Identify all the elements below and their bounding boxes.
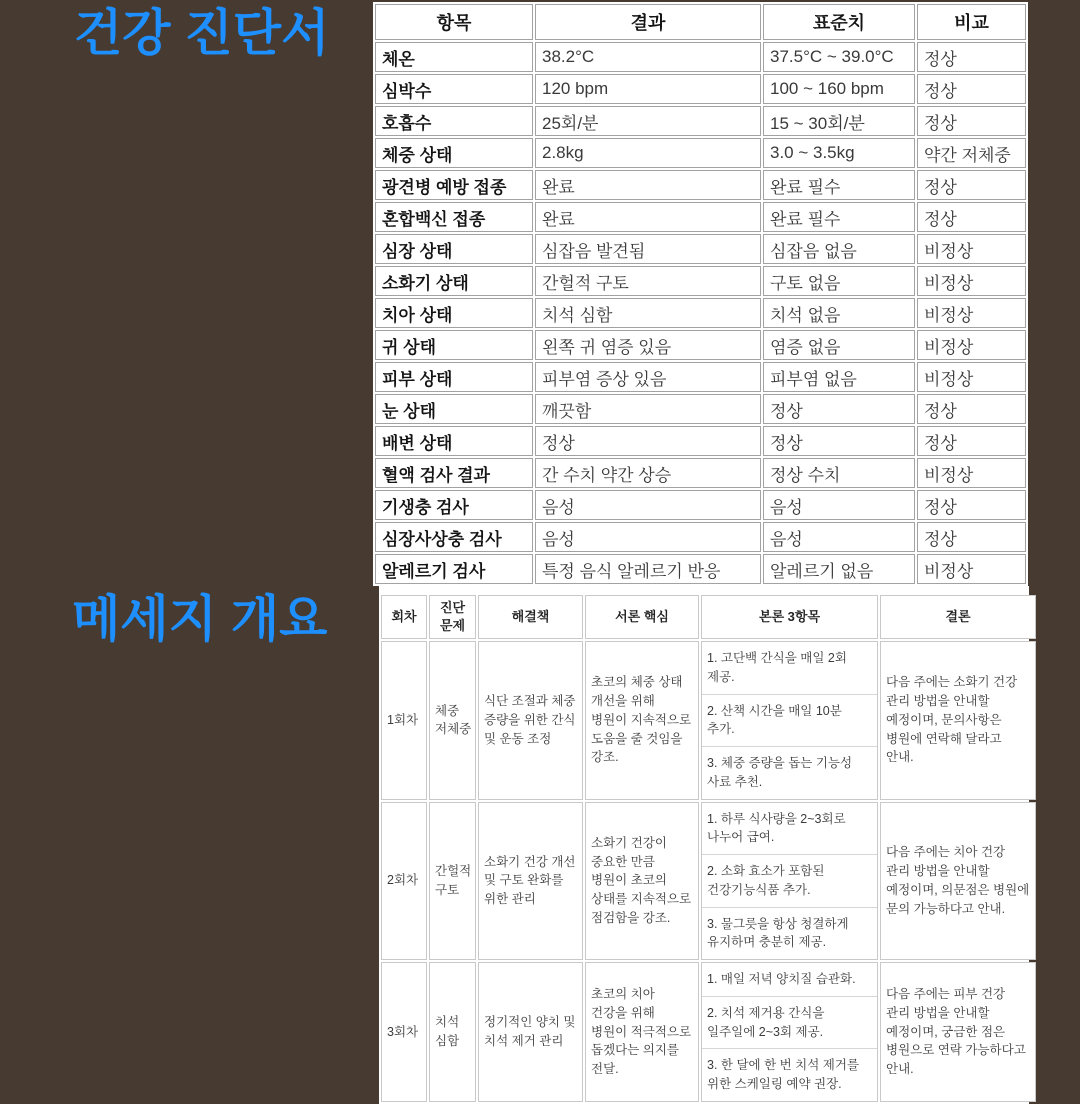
body-item: 2. 소화 효소가 포함된 건강기능식품 추가. — [702, 854, 877, 907]
msg-col-problem: 진단 문제 — [429, 595, 476, 639]
table-row — [375, 74, 1026, 104]
row-standard: 치석 없음 — [763, 298, 915, 328]
row-standard: 심잡음 없음 — [763, 234, 915, 264]
row-label: 귀 상태 — [375, 330, 533, 360]
row-compare: 비정상 — [917, 266, 1026, 296]
body-items-cell — [701, 962, 878, 1102]
message-row — [381, 641, 1036, 800]
row-result: 치석 심함 — [535, 298, 761, 328]
body-item: 1. 고단백 간식을 매일 2회 제공. — [707, 651, 847, 684]
row-result: 25회/분 — [535, 106, 761, 136]
row-result: 정상 — [535, 426, 761, 456]
body-item: 2. 치석 제거용 간식을 일주일에 2~3회 제공. — [702, 996, 877, 1049]
row-result: 완료 — [535, 170, 761, 200]
row-compare: 정상 — [917, 522, 1026, 552]
problem-cell: 체중 저체중 — [429, 641, 476, 800]
table-row — [375, 522, 1026, 552]
table-row — [375, 138, 1026, 168]
solution-cell: 정기적인 양치 및 치석 제거 관리 — [478, 962, 583, 1102]
row-standard: 정상 — [763, 394, 915, 424]
body-item: 1. 매일 저녁 양치질 습관화. — [707, 972, 856, 986]
row-standard: 정상 수치 — [763, 458, 915, 488]
body-items-cell — [701, 802, 878, 961]
row-label: 혼합백신 접종 — [375, 202, 533, 232]
row-compare: 비정상 — [917, 298, 1026, 328]
row-standard: 완료 필수 — [763, 170, 915, 200]
solution-cell: 소화기 건강 개선 및 구토 완화를 위한 관리 — [478, 802, 583, 961]
row-result: 2.8kg — [535, 138, 761, 168]
row-result: 음성 — [535, 522, 761, 552]
msg-col-solution: 해결책 — [478, 595, 583, 639]
row-result: 음성 — [535, 490, 761, 520]
msg-col-body: 본론 3항목 — [701, 595, 878, 639]
health-col-compare: 비교 — [917, 4, 1026, 40]
row-compare: 정상 — [917, 202, 1026, 232]
row-compare: 비정상 — [917, 234, 1026, 264]
row-label: 기생충 검사 — [375, 490, 533, 520]
row-compare: 비정상 — [917, 458, 1026, 488]
table-row — [375, 42, 1026, 72]
week-cell: 2회차 — [381, 802, 427, 961]
intro-cell: 소화기 건강이 중요한 만큼 병원이 초코의 상태를 지속적으로 점검함을 강조. — [585, 802, 699, 961]
health-col-item: 항목 — [375, 4, 533, 40]
health-col-standard: 표준치 — [763, 4, 915, 40]
problem-cell: 간헐적 구토 — [429, 802, 476, 961]
table-row — [375, 394, 1026, 424]
row-compare: 정상 — [917, 394, 1026, 424]
row-compare: 약간 저체중 — [917, 138, 1026, 168]
row-standard: 음성 — [763, 490, 915, 520]
row-compare: 정상 — [917, 490, 1026, 520]
message-table-header-row — [381, 595, 1036, 639]
body-items-cell — [701, 641, 878, 800]
row-standard: 알레르기 없음 — [763, 554, 915, 584]
row-standard: 100 ~ 160 bpm — [763, 74, 915, 104]
row-standard: 음성 — [763, 522, 915, 552]
health-table-header-row — [375, 4, 1026, 40]
conclusion-cell: 다음 주에는 치아 건강 관리 방법을 안내할 예정이며, 의문점은 병원에 문의 가능하다고 안내. — [880, 802, 1036, 961]
row-standard: 15 ~ 30회/분 — [763, 106, 915, 136]
body-item: 3. 체중 증량을 돕는 기능성 사료 추천. — [702, 746, 877, 799]
row-standard: 피부염 없음 — [763, 362, 915, 392]
row-standard: 완료 필수 — [763, 202, 915, 232]
row-result: 120 bpm — [535, 74, 761, 104]
row-label: 심장 상태 — [375, 234, 533, 264]
row-label: 치아 상태 — [375, 298, 533, 328]
row-compare: 비정상 — [917, 362, 1026, 392]
row-compare: 정상 — [917, 106, 1026, 136]
table-row — [375, 554, 1026, 584]
intro-cell: 초코의 체중 상태 개선을 위해 병원이 지속적으로 도움을 줄 것임을 강조. — [585, 641, 699, 800]
row-result: 피부염 증상 있음 — [535, 362, 761, 392]
row-label: 눈 상태 — [375, 394, 533, 424]
row-compare: 정상 — [917, 74, 1026, 104]
row-label: 심장사상충 검사 — [375, 522, 533, 552]
table-row — [375, 330, 1026, 360]
message-row — [381, 962, 1036, 1102]
table-row — [375, 298, 1026, 328]
row-standard: 염증 없음 — [763, 330, 915, 360]
row-label: 피부 상태 — [375, 362, 533, 392]
row-compare: 정상 — [917, 170, 1026, 200]
row-result: 특정 음식 알레르기 반응 — [535, 554, 761, 584]
table-row — [375, 234, 1026, 264]
message-table — [379, 586, 1029, 1104]
row-result: 간 수치 약간 상승 — [535, 458, 761, 488]
row-standard: 구토 없음 — [763, 266, 915, 296]
row-result: 왼쪽 귀 염증 있음 — [535, 330, 761, 360]
row-label: 광견병 예방 접종 — [375, 170, 533, 200]
table-row — [375, 266, 1026, 296]
row-result: 38.2°C — [535, 42, 761, 72]
row-label: 혈액 검사 결과 — [375, 458, 533, 488]
row-compare: 정상 — [917, 42, 1026, 72]
table-row — [375, 490, 1026, 520]
body-item: 2. 산책 시간을 매일 10분 추가. — [702, 694, 877, 747]
msg-col-intro: 서론 핵심 — [585, 595, 699, 639]
row-label: 체온 — [375, 42, 533, 72]
health-col-result: 결과 — [535, 4, 761, 40]
health-section-title: 건강 진단서 — [74, 5, 330, 61]
table-row — [375, 426, 1026, 456]
table-row — [375, 458, 1026, 488]
solution-cell: 식단 조절과 체중 증량을 위한 간식 및 운동 조정 — [478, 641, 583, 800]
row-result: 깨끗함 — [535, 394, 761, 424]
msg-col-week: 회차 — [381, 595, 427, 639]
row-label: 체중 상태 — [375, 138, 533, 168]
row-result: 심잡음 발견됨 — [535, 234, 761, 264]
row-label: 알레르기 검사 — [375, 554, 533, 584]
msg-col-conclusion: 결론 — [880, 595, 1036, 639]
row-label: 소화기 상태 — [375, 266, 533, 296]
table-row — [375, 170, 1026, 200]
body-item: 3. 물그릇을 항상 청결하게 유지하며 충분히 제공. — [702, 907, 877, 960]
row-label: 배변 상태 — [375, 426, 533, 456]
table-row — [375, 202, 1026, 232]
row-compare: 비정상 — [917, 554, 1026, 584]
row-label: 심박수 — [375, 74, 533, 104]
row-standard: 정상 — [763, 426, 915, 456]
health-table — [373, 2, 1028, 586]
table-row — [375, 362, 1026, 392]
problem-cell: 치석 심함 — [429, 962, 476, 1102]
row-standard: 3.0 ~ 3.5kg — [763, 138, 915, 168]
message-row — [381, 802, 1036, 961]
week-cell: 1회차 — [381, 641, 427, 800]
body-item: 1. 하루 식사량을 2~3회로 나누어 급여. — [707, 811, 846, 845]
row-result: 완료 — [535, 202, 761, 232]
intro-cell: 초코의 치아 건강을 위해 병원이 적극적으로 돕겠다는 의지를 전달. — [585, 962, 699, 1102]
row-standard: 37.5°C ~ 39.0°C — [763, 42, 915, 72]
conclusion-cell: 다음 주에는 소화기 건강 관리 방법을 안내할 예정이며, 문의사항은 병원에 연락해 달라고 안내. — [880, 641, 1036, 800]
week-cell: 3회차 — [381, 962, 427, 1102]
conclusion-cell: 다음 주에는 피부 건강 관리 방법을 안내할 예정이며, 궁금한 점은 병원으로 연락 가능하다고 안내. — [880, 962, 1036, 1102]
row-label: 호흡수 — [375, 106, 533, 136]
table-row — [375, 106, 1026, 136]
row-compare: 정상 — [917, 426, 1026, 456]
row-compare: 비정상 — [917, 330, 1026, 360]
row-result: 간헐적 구토 — [535, 266, 761, 296]
body-item: 3. 한 달에 한 번 치석 제거를 위한 스케일링 예약 권장. — [702, 1048, 877, 1101]
message-section-title: 메세지 개요 — [72, 591, 328, 647]
